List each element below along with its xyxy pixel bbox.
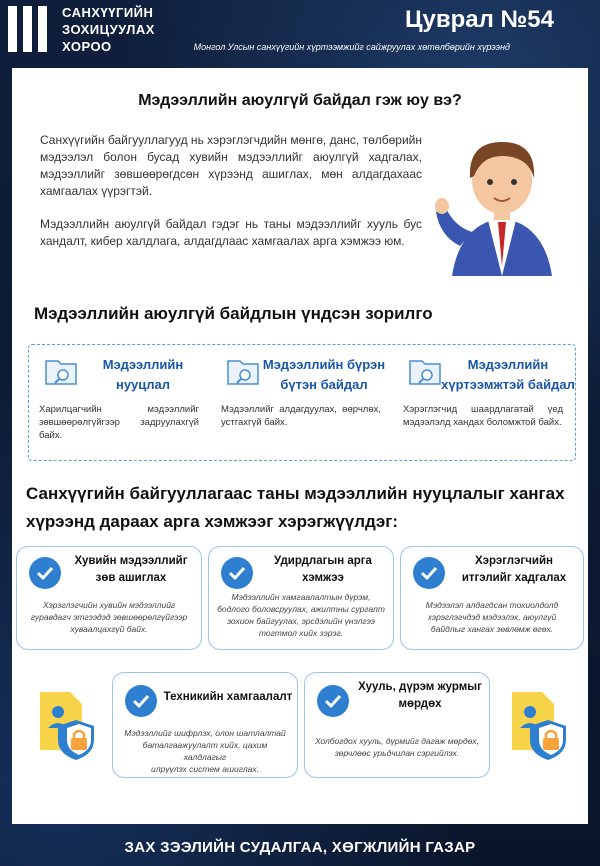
goals-panel: [28, 344, 576, 461]
measure-card: [400, 546, 584, 650]
measure-card: [112, 672, 298, 778]
check-icon: [125, 685, 157, 717]
goal-title: Мэдээллийн хүртээмжтэй байдал: [441, 357, 575, 392]
check-icon: [413, 557, 445, 589]
goal-item: [393, 345, 575, 460]
logo-line: ЗОХИЦУУЛАХ: [62, 22, 155, 37]
goals-heading: Мэдээллийн аюулгүй байдлын үндсэн зорилго: [34, 304, 433, 323]
measure-description: Мэдээллийг шифрлэх, олон шатлалтай баталгаажуулалт хийх, цахим халдлагыг илрүүлэх систем ашиглах.: [124, 728, 286, 774]
measure-card: [304, 672, 490, 778]
header: [0, 0, 600, 60]
measure-description: Хэрэглэгчийн хувийн мэдээллийг гуравдагч этгээдэд зөвшөөрөлгүйгээр хуваалцахгүй байх.: [30, 600, 188, 634]
intro-paragraph: Мэдээллийн аюулгүй байдал гэдэг нь таны мэдээллийг хууль бус хандалт, кибер халдлага, алдагдлаас хамгаалах арга хэмжээ юм.: [40, 217, 422, 248]
measure-title: Удирдлагын арга хэмжээ: [274, 555, 372, 584]
businessman-illustration: [432, 126, 572, 276]
content-card: [12, 68, 588, 824]
secure-document-icon: [36, 690, 98, 762]
measure-card: [16, 546, 202, 650]
goal-item: [29, 345, 211, 460]
logo-line: САНХҮҮГИЙН: [62, 5, 154, 20]
logo-icon: [8, 6, 54, 52]
folder-search-icon: [43, 353, 79, 389]
goal-description: Мэдээллийг алдагдуулах, өөрчлөх, устгахгүй байх.: [221, 404, 381, 428]
folder-search-icon: [407, 353, 443, 389]
check-icon: [317, 685, 349, 717]
measure-description: Холбогдох хууль, дүрмийг дагаж мөрдөх, зөрчлөөс урьдчилан сэргийлэх.: [314, 736, 480, 758]
goal-description: Хэрэглэгчид шаардлагатай үед мэдээлэлд хандах боломжтой байх.: [403, 404, 563, 428]
logo-text: [62, 4, 155, 55]
measure-description: Мэдээлэл алдагдсан тохиолдолд хэрэглэгчдэд мэдээлэх, аюулгүй байдлыг хангах зөвлөмж өгөх.: [425, 600, 559, 634]
check-icon: [29, 557, 61, 589]
series-number: Цуврал №54: [404, 6, 554, 33]
check-icon: [221, 557, 253, 589]
intro-question: Мэдээллийн аюулгүй байдал гэж юу вэ?: [138, 92, 462, 109]
goal-title: Мэдээллийн бүрэн бүтэн байдал: [262, 357, 386, 392]
goal-description: Харилцагчийн мэдээллийг зөвшөөрөлгүйгээр задруулахгүй байх.: [39, 404, 199, 441]
secure-document-icon: [508, 690, 570, 762]
folder-search-icon: [225, 353, 261, 389]
measures-heading: Санхүүгийн байгууллагаас таны мэдээллийн нууцлалыг хангах хүрээнд дараах арга хэмжээг хэрэгжүүлдэг:: [26, 484, 565, 531]
intro-paragraph: Санхүүгийн байгууллагууд нь хэрэглэгчдийн мөнгө, данс, төлбөрийн мэдээлэл болон бусад хувийн мэдээллийг аюулгүй хадгалах, мэдээллийг зөвшөөрөгдсөн хүрээнд ашиглах, мөн алдагдахаас хамгаалах үүрэгтэй.: [40, 133, 422, 198]
header-subtitle: Монгол Улсын санхүүгийн хүртээмжийг сайжруулах хөтөлбөрийн хүрээнд: [193, 42, 510, 52]
logo-line: ХОРОО: [62, 39, 112, 54]
goal-item: [211, 345, 393, 460]
footer-department: ЗАХ ЗЭЭЛИЙН СУДАЛГАА, ХӨГЖЛИЙН ГАЗАР: [124, 839, 476, 856]
measure-title: Хууль, дүрэм журмыг мөрдөх: [358, 681, 482, 710]
measure-card: [208, 546, 394, 650]
measure-title: Хувийн мэдээллийг зөв ашиглах: [74, 555, 188, 584]
measure-title: Техникийн хамгаалалт: [163, 691, 293, 703]
measure-title: Хэрэглэгчийн итгэлийг хадгалах: [461, 555, 567, 584]
goal-title: Мэдээллийн нууцлал: [102, 357, 184, 392]
measure-description: Мэдээллийн хамгаалалтын дүрэм, бодлого боловсруулах, ажилтны сургалт зохион байгуулах, эрсдэлийн үнэлгээ тогтмол хийх зэрэг.: [217, 592, 385, 638]
